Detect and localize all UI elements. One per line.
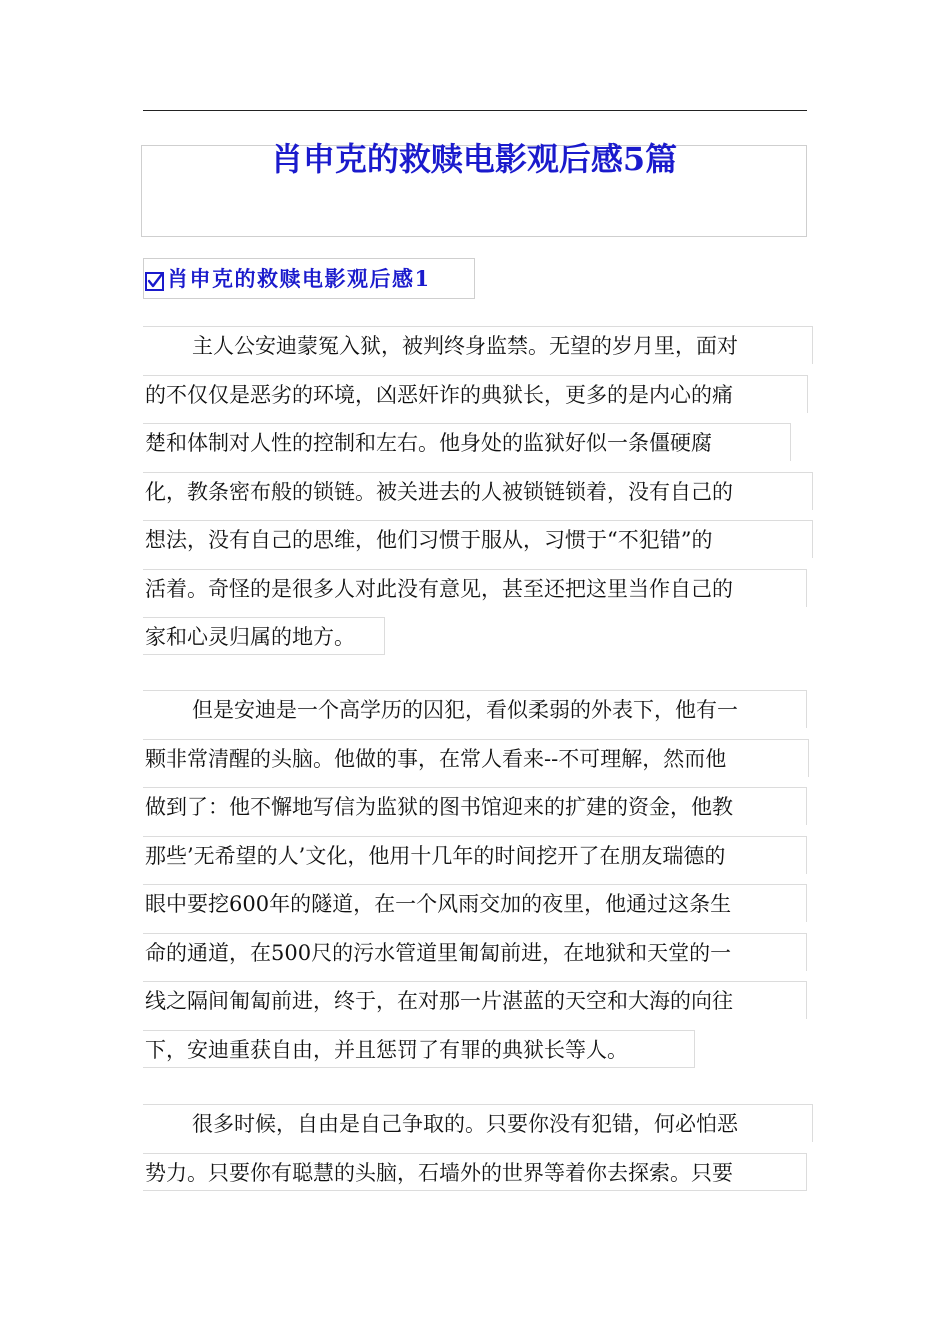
paragraph-1-line-3: 楚和体制对人性的控制和左右。他身处的监狱好似一条僵硬腐 <box>143 423 791 461</box>
section-heading-text: 肖申克的救赎电影观后感1 <box>167 266 431 291</box>
paragraph-3-line-2: 势力。只要你有聪慧的头脑，石墙外的世界等着你去探索。只要 <box>143 1153 807 1191</box>
paragraph-1-line-1: 主人公安迪蒙冤入狱，被判终身监禁。无望的岁月里，面对 <box>143 326 813 364</box>
paragraph-2-line-6: 命的通道，在500尺的污水管道里匍匐前进，在地狱和天堂的一 <box>143 933 807 971</box>
section-heading <box>145 258 431 298</box>
paragraph-2-line-3: 做到了：他不懈地写信为监狱的图书馆迎来的扩建的资金，他教 <box>143 787 807 825</box>
paragraph-3-line-1: 很多时候，自由是自己争取的。只要你没有犯错，何必怕恶 <box>143 1104 813 1142</box>
paragraph-1-line-5: 想法，没有自己的思维，他们习惯于服从，习惯于“不犯错”的 <box>143 520 813 558</box>
paragraph-1-line-4: 化，教条密布般的锁链。被关进去的人被锁链锁着，没有自己的 <box>143 472 813 510</box>
paragraph-2-line-1: 但是安迪是一个高学历的囚犯，看似柔弱的外表下，他有一 <box>143 690 807 728</box>
paragraph-1-line-7: 家和心灵归属的地方。 <box>143 617 385 655</box>
document-title: 肖申克的救赎电影观后感5篇 <box>270 140 678 178</box>
checkbox-checked-icon <box>145 272 164 291</box>
paragraph-2-line-5: 眼中要挖600年的隧道，在一个风雨交加的夜里，他通过这条生 <box>143 884 807 922</box>
paragraph-1-line-6: 活着。奇怪的是很多人对此没有意见，甚至还把这里当作自己的 <box>143 569 807 607</box>
paragraph-2-line-8: 下，安迪重获自由，并且惩罚了有罪的典狱长等人。 <box>143 1030 695 1068</box>
paragraph-1-line-2: 的不仅仅是恶劣的环境，凶恶奸诈的典狱长，更多的是内心的痛 <box>143 375 808 413</box>
paragraph-2-line-4: 那些’无希望的人’文化，他用十几年的时间挖开了在朋友瑞德的 <box>143 836 807 874</box>
paragraph-2-line-7: 线之隔间匍匐前进，终于，在对那一片湛蓝的天空和大海的向往 <box>143 981 807 1019</box>
header-rule <box>143 110 807 111</box>
paragraph-2-line-2: 颗非常清醒的头脑。他做的事，在常人看来--不可理解，然而他 <box>143 739 809 777</box>
